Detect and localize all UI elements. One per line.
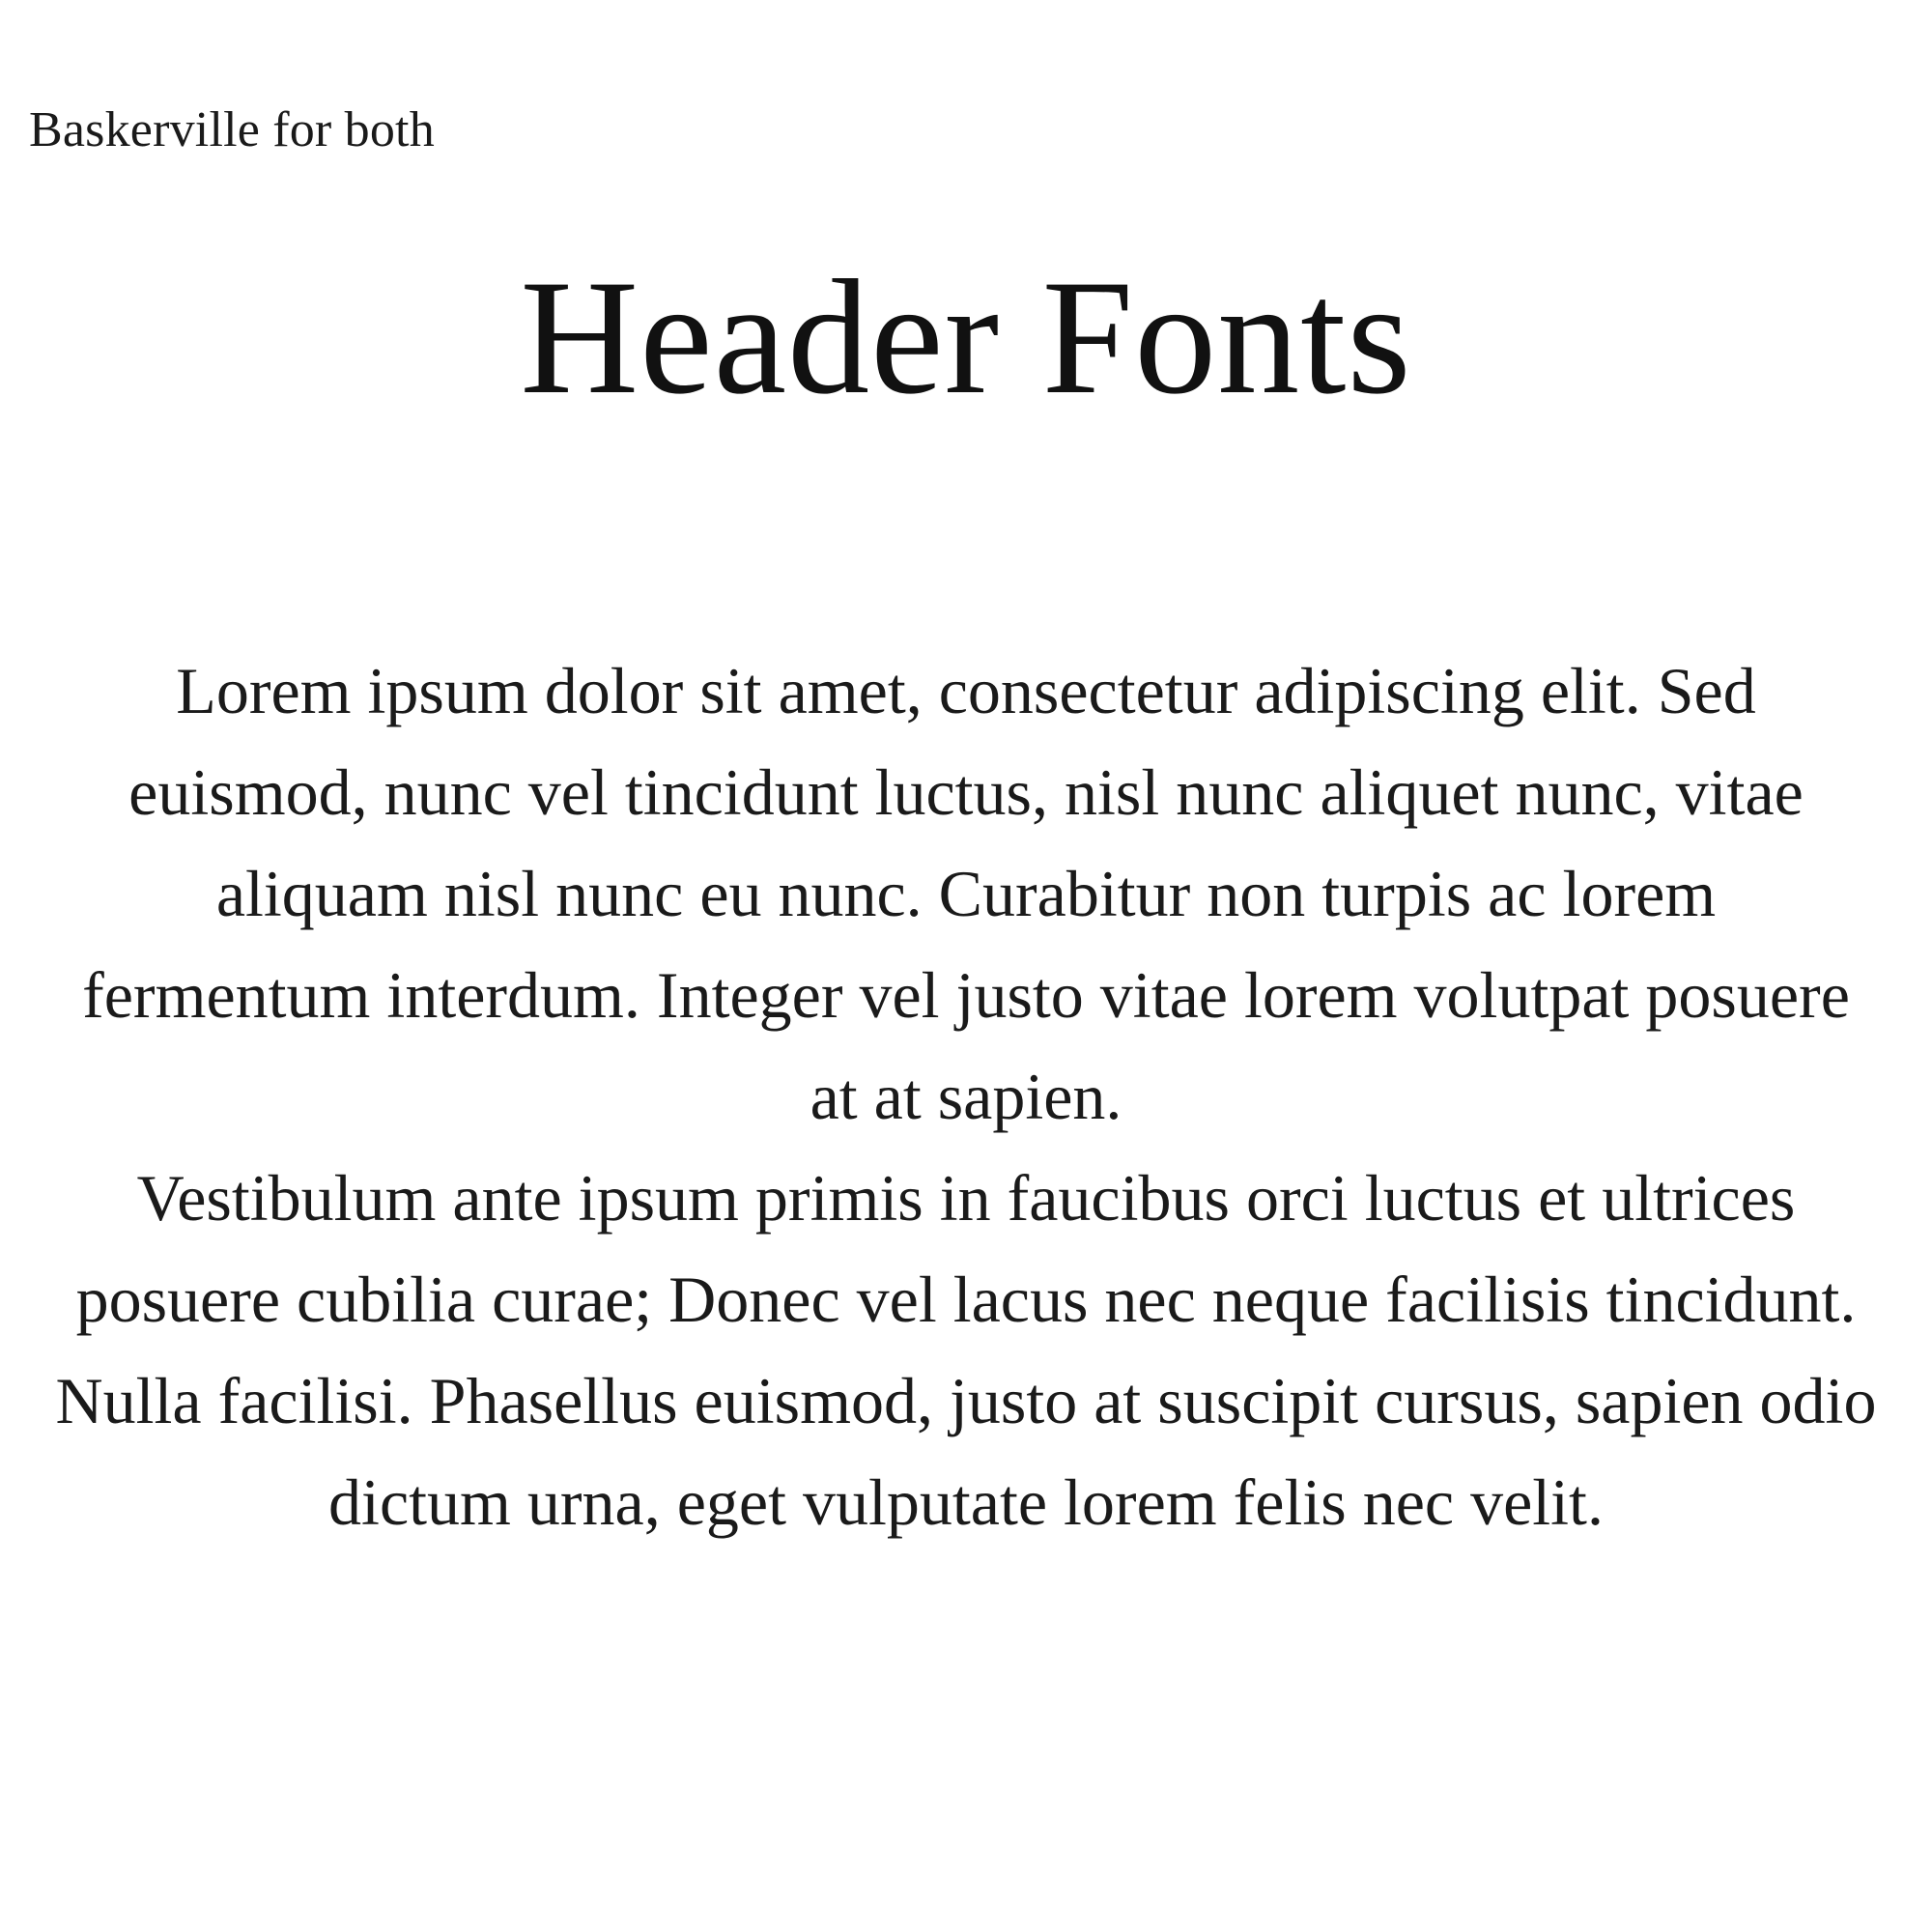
paragraph-line: Nulla facilisi. Phasellus euismod, justo at suscipit cursus, sapien odio: [55, 1364, 1877, 1437]
font-note: Baskerville for both: [29, 102, 435, 157]
paragraph-line: posuere cubilia curae; Donec vel lacus nec neque facilisis tincidunt.: [75, 1263, 1857, 1336]
paragraph-line: aliquam nisl nunc eu nunc. Curabitur non turpis ac lorem: [215, 857, 1717, 930]
body-text: [0, 640, 1932, 1553]
paragraph-line: fermentum interdum. Integer vel justo vitae lorem volutpat posuere: [82, 958, 1850, 1032]
paragraph-line: Lorem ipsum dolor sit amet, consectetur adipiscing elit. Sed: [176, 654, 1756, 727]
paragraph-line: at at sapien.: [810, 1060, 1122, 1133]
page-title: Header Fonts: [520, 246, 1412, 428]
paragraph-line: Vestibulum ante ipsum primis in faucibus orci luctus et ultrices: [136, 1161, 1796, 1235]
paragraph-2: [0, 1148, 1932, 1553]
paragraph-1: [0, 640, 1932, 1148]
paragraph-line: euismod, nunc vel tincidunt luctus, nisl nunc aliquet nunc, vitae: [128, 755, 1804, 829]
paragraph-line: dictum urna, eget vulputate lorem felis nec velit.: [328, 1465, 1604, 1539]
